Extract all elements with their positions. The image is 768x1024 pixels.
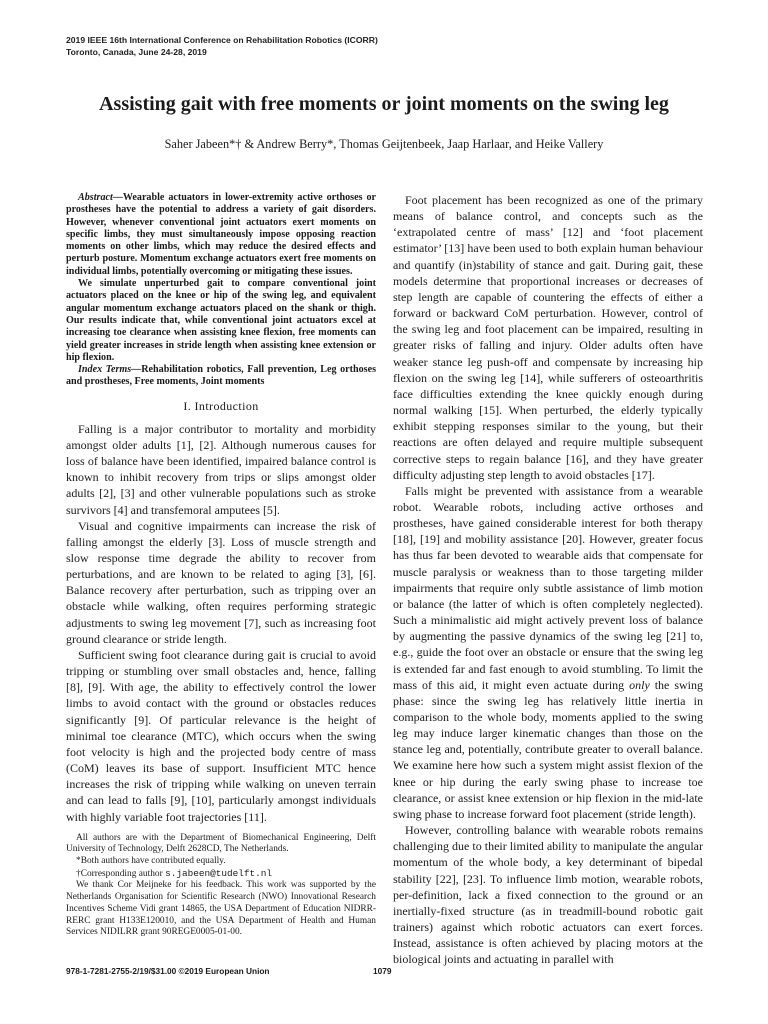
intro-paragraph-1: Falling is a major contributor to mortality and morbidity amongst older adults [1], [2]. Although numerous causes for loss of balance have been identified, impaired balance control is known to inhibit recovery from trips or slips amongst older adults [2], [3] and other vulnerable populations such as stroke survivors [4] and transfemoral amputees [5]. (66, 421, 376, 517)
footnote-acknowledgement: We thank Cor Meijneke for his feedback. This work was supported by the Netherlands Organisation for Scientific Research (NWO) Innovational Research Incentives Scheme Vidi grant 14865, the USA Department of Education NIDRR-RERC grant H133E120010, and the USA Department of Health and Human Services NIDILRR grant 90REGE0005-01-00. (66, 880, 376, 938)
page-number: 1079 (373, 966, 392, 976)
abstract-label: Abstract— (78, 192, 123, 203)
body-paragraph-foot-placement: Foot placement has been recognized as one of the primary means of balance control, and concepts such as the ‘extrapolated centre of mass’ [12] and ‘foot placement estimator’ [13] have been used to both explain human behaviour and quantify (in)stability of stance and gait. During gait, these models determine that proportional increases or decreases of step length are capable of countering the effects of either a forward or backward CoM perturbation. However, control of the swing leg and foot placement can be impaired, resulting in greater risks of falling and injury. Older adults often have weaker stance leg push-off and compensate by increasing hip flexion on the swing leg [14], while sufferers of osteoarthritis face difficulties extending the knee quickly enough during normal walking [15]. When perturbed, the elderly typically exhibit stepping responses similar to the young, but their reactions are often delayed and require multiple subsequent corrective steps to regain balance [16], and they have greater difficulty adjusting step length to avoid obstacles [17]. (393, 193, 703, 482)
wearable-text-after: the swing phase: since the swing leg has relatively little inertia in comparison to the whole body, moments applied to the swing leg may induce larger kinematic changes than those on the stance leg and, potentially, contribute greater to overall balance. We examine here how such a system might assist flexion of the knee or hip during the early swing phase to increase toe clearance, or assist knee extension or hip flexion in the mid-late swing phase to increase forward foot placement (stride length). (393, 677, 703, 821)
intro-paragraph-2: Visual and cognitive impairments can increase the risk of falling amongst the elderly [3]. Loss of muscle strength and slow response time degrade the ability to recover from perturbations, and are known to be related to aging [3], [6]. Balance recovery after perturbation, such as tripping over an obstacle while walking, often requires performing strategic adjustments to swing leg movement [7], such as increasing foot ground clearance or stride length. (66, 518, 376, 646)
abstract-text-1: Wearable actuators in lower-extremity active orthoses or prostheses have the potential to address a variety of gait disorders. However, whenever conventional joint actuators exert moments on specific limbs, they must simultaneously impose opposing reaction moments on other limbs, which may reduce the desired effects and perturb posture. Momentum exchange actuators exert free moments on individual limbs, potentially overcoming or mitigating these issues. (66, 192, 376, 277)
paper-title: Assisting gait with free moments or joint moments on the swing leg (99, 93, 669, 115)
section-heading-introduction: I. Introduction (183, 398, 259, 413)
footnotes (66, 833, 376, 939)
footnote-corresponding (66, 868, 376, 881)
left-column (66, 192, 376, 939)
right-column (393, 192, 703, 968)
conference-name: 2019 IEEE 16th International Conference on Rehabilitation Robotics (ICORR) (66, 35, 378, 45)
footnote-corresponding-label: †Corresponding author (76, 868, 166, 879)
abstract-paragraph-2: We simulate unperturbed gait to compare conventional joint actuators placed on the knee or hip of the swing leg, and equivalent angular momentum exchange actuators placed on the shank or thigh. Our results indicate that, while conventional joint actuators excel at increasing toe clearance when assisting knee flexion, free moments can yield greater increases in stride length when assisting knee extension or hip flexion. (66, 278, 376, 363)
intro-paragraph-3: Sufficient swing foot clearance during gait is crucial to avoid tripping or stumbling over small obstacles and, hence, falling [8], [9]. With age, the ability to effectively control the lower limbs to avoid contact with the ground or obstacles reduces significantly [9]. Of particular relevance is the height of minimal toe clearance (MTC), which occurs when the swing foot velocity is high and the projected body centre of mass (CoM) leaves its base of support. Insufficient MTC hence increases the risk of tripping while walking on uneven terrain and can lead to falls [9], [10], particularly amongst individuals with highly variable foot trajectories [11]. (66, 647, 376, 824)
index-terms (66, 364, 376, 389)
conference-location: Toronto, Canada, June 24-28, 2019 (66, 46, 207, 57)
emphasis-only: only (629, 677, 650, 692)
author-list: Saher Jabeen*† & Andrew Berry*, Thomas Geijtenbeek, Jaap Harlaar, and Heike Vallery (164, 137, 604, 151)
body-paragraph-wearable-robots (393, 483, 703, 822)
conference-header (66, 35, 378, 58)
abstract-paragraph-1 (66, 192, 376, 278)
footer-isbn: 978-1-7281-2755-2/19/$31.00 ©2019 European Union (66, 966, 270, 976)
wearable-text-before: Falls might be prevented with assistance from a wearable robot. Wearable robots, including active orthoses and prostheses, have gained considerable interest for both therapy [18], [19] and mobility assistance [20]. However, greater focus has thus far been devoted to wearable aids that compensate for muscle paralysis or weakness than to those targeting milder impairments that require only subtle assistance of limb motion or balance (the latter of which is often completely neglected). Such a minimalistic aid might actively prevent loss of balance by augmenting the passive dynamics of the swing leg [21] to, e.g., guide the foot over an obstacle or ensure that the swing leg is extended far and fast enough to avoid stumbling. To limit the mass of this aid, it might even actuate during (393, 483, 703, 692)
footnote-equal-contribution: *Both authors have contributed equally. (76, 856, 226, 867)
corresponding-email: s.jabeen@tudelft.nl (165, 867, 272, 879)
footnote-affiliation: All authors are with the Department of Biomechanical Engineering, Delft University of Technology, Delft 2628CD, The Netherlands. (66, 832, 376, 855)
index-terms-text: —Rehabilitation robotics, Fall prevention, Leg orthoses and prostheses, Free moments, Joint moments (66, 364, 376, 388)
body-paragraph-controlling-balance: However, controlling balance with wearable robots remains challenging due to their limited ability to manipulate the angular momentum of the whole body, a key determinant of bipedal stability [22], [23]. To influence limb motion, wearable robots, per-definition, lack a fixed connection to the ground or an inertially-fixed structure (as in treadmill-bound robotic gait trainers) against which robotic actuators can exert forces. Instead, assistance is often achieved by placing motors at the biological joints and actuating in parallel with (393, 823, 703, 967)
index-terms-label: Index Terms (78, 364, 132, 376)
